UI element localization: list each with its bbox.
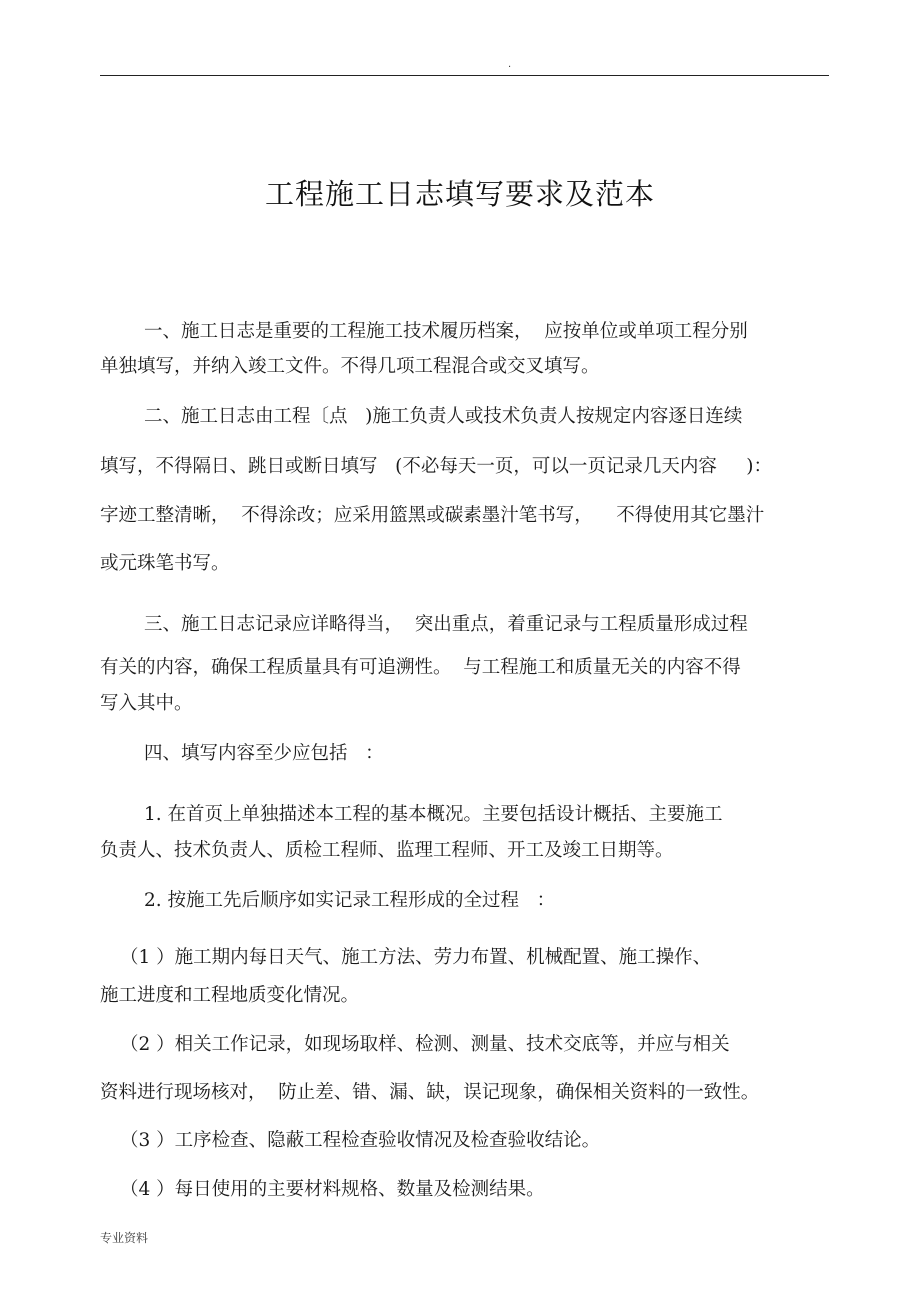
paragraph-2-line-1: 二、施工日志由工程〔点 )施工负责人或技术负责人按规定内容逐日连续 — [144, 406, 743, 427]
paragraph-1-line-2: 单独填写，并纳入竣工文件。不得几项工程混合或交叉填写。 — [100, 356, 600, 377]
header-rule — [100, 75, 829, 76]
item-1-line-2: 负责人、技术负责人、质检工程师、监理工程师、开工及竣工日期等。 — [100, 840, 674, 861]
document-title: 工程施工日志填写要求及范本 — [264, 177, 655, 211]
item-2-line-1: 2. 按施工先后顺序如实记录工程形成的全过程 ： — [144, 890, 556, 911]
sub-item-2-line-1: （2 ）相关工作记录，如现场取样、检测、测量、技术交底等，并应与相关 — [120, 1034, 730, 1055]
paragraph-2-line-4: 或元珠笔书写。 — [100, 553, 230, 574]
sub-item-1-line-1: （1 ）施工期内每日天气、施工方法、劳力布置、机械配置、施工操作、 — [120, 947, 712, 968]
sub-item-2-line-2: 资料进行现场核对， 防止差、错、漏、缺，误记现象，确保相关资料的一致性。 — [100, 1082, 760, 1103]
paragraph-2-line-3: 字迹工整清晰， 不得涂改；应采用篮黑或碳素墨汁笔书写， 不得使用其它墨汁 — [100, 505, 765, 526]
header-dot: . — [508, 59, 512, 70]
paragraph-3-line-3: 写入其中。 — [100, 693, 193, 714]
paragraph-2-line-2: 填写，不得隔日、跳日或断日填写 (不必每天一页，可以一页记录几天内容 )： — [100, 456, 772, 477]
sub-item-4-line-1: （4 ）每日使用的主要材料规格、数量及检测结果。 — [120, 1179, 545, 1200]
paragraph-4-line-1: 四、填写内容至少应包括 ： — [144, 743, 384, 764]
sub-item-3-line-1: （3 ）工序检查、隐蔽工程检查验收情况及检查验收结论。 — [120, 1130, 601, 1151]
sub-item-1-line-2: 施工进度和工程地质变化情况。 — [100, 985, 360, 1006]
paragraph-1-line-1: 一、施工日志是重要的工程施工技术履历档案， 应按单位或单项工程分别 — [144, 321, 748, 342]
paragraph-3-line-2: 有关的内容，确保工程质量具有可追溯性。 与工程施工和质量无关的内容不得 — [100, 657, 741, 678]
paragraph-3-line-1: 三、施工日志记录应详略得当， 突出重点，着重记录与工程质量形成过程 — [144, 614, 748, 635]
footer-label: 专业资料 — [100, 1231, 149, 1245]
item-1-line-1: 1. 在首页上单独描述本工程的基本概况。主要包括设计概括、主要施工 — [144, 804, 723, 825]
